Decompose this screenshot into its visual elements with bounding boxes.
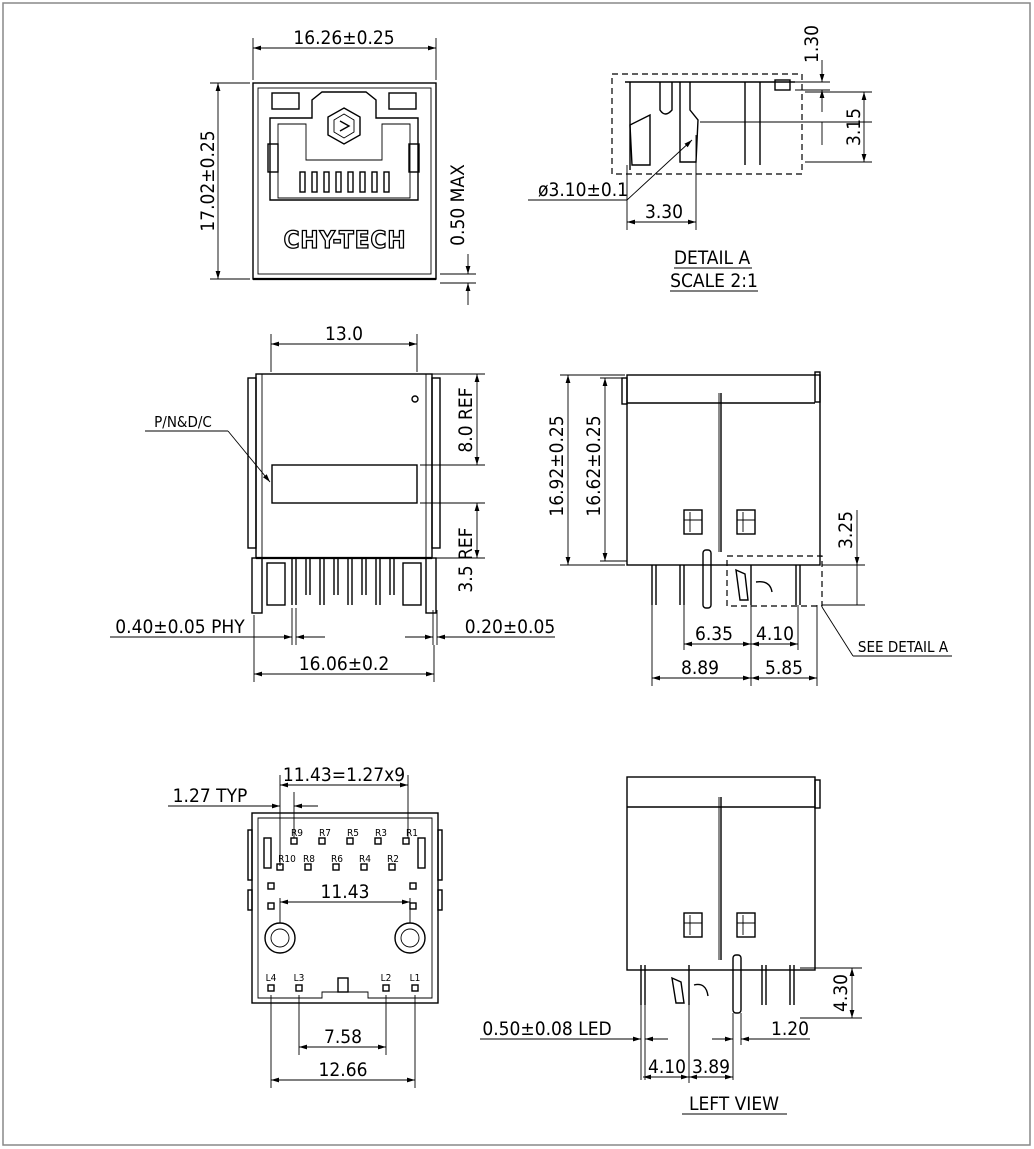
pin-label-r10: R10	[278, 854, 296, 865]
contact-fingers	[300, 172, 389, 192]
dim-top-width: 16.26±0.25	[293, 27, 395, 49]
dim-front-bottom: 16.06±0.2	[298, 653, 390, 675]
top-view	[197, 27, 476, 305]
dim-side-889: 8.89	[680, 657, 720, 679]
front-pins	[252, 558, 436, 613]
pin-label-r6: R6	[331, 854, 343, 865]
dim-left-120: 1.20	[770, 1018, 810, 1040]
dim-front-13: 13.0	[324, 323, 364, 345]
pin-label-l4: L4	[265, 973, 277, 984]
pin-label-r1: R1	[406, 828, 418, 839]
dim-phy: 0.40±0.05 PHY	[115, 616, 245, 638]
dim-led-pin: 0.50±0.08 LED	[482, 1018, 612, 1040]
dim-left-430: 4.30	[830, 973, 852, 1013]
dim-detail-diameter: ø3.10±0.1	[538, 179, 628, 201]
pcb-layout-view	[168, 764, 442, 1088]
left-view	[480, 777, 862, 1115]
see-detail-label: SEE DETAIL A	[857, 638, 949, 656]
detail-a-scale: SCALE 2:1	[670, 270, 758, 292]
dim-detail-330: 3.30	[644, 201, 684, 223]
pin-label-r3: R3	[375, 828, 387, 839]
dim-top-height: 17.02±0.25	[197, 130, 219, 232]
brand-logo: CHY-TECH	[283, 226, 407, 254]
pin-label-l3: L3	[293, 973, 305, 984]
dim-detail-130: 1.30	[801, 24, 823, 64]
left-view-title: LEFT VIEW	[688, 1093, 780, 1115]
dim-pitch-typ: 1.27 TYP	[172, 785, 248, 807]
pin-label-r2: R2	[387, 854, 399, 865]
pin-label-l2: L2	[380, 973, 392, 984]
sheet-border	[3, 3, 1030, 1145]
dim-left-410: 4.10	[647, 1056, 687, 1078]
detail-a-view	[528, 25, 872, 292]
side-view	[546, 372, 952, 686]
pin-label-l1: L1	[409, 973, 421, 984]
dim-side-410: 4.10	[755, 623, 795, 645]
dim-side-585: 5.85	[764, 657, 804, 679]
dim-max: 0.50 MAX	[447, 164, 469, 246]
dim-holes: 11.43	[320, 881, 370, 903]
dim-side-635: 6.35	[694, 623, 734, 645]
pin-label-r8: R8	[303, 854, 315, 865]
dim-pitch-total: 11.43=1.27x9	[282, 764, 406, 786]
dim-side-325: 3.25	[835, 510, 857, 550]
dim-detail-315: 3.15	[843, 107, 865, 147]
pin-label-r4: R4	[359, 854, 371, 865]
pin-label-r9: R9	[291, 828, 303, 839]
dim-pin-thickness: 0.20±0.05	[464, 616, 556, 638]
pin-label-r5: R5	[347, 828, 359, 839]
dim-led-1266: 12.66	[318, 1059, 368, 1081]
dim-side-1662: 16.62±0.25	[583, 415, 605, 517]
dim-left-389: 3.89	[691, 1056, 731, 1078]
label-pn-dc: P/N&D/C	[154, 413, 212, 431]
dim-side-1692: 16.92±0.25	[546, 415, 568, 517]
front-view	[110, 323, 555, 682]
pin-label-r7: R7	[319, 828, 331, 839]
dim-ref-8: 8.0 REF	[455, 387, 477, 453]
dim-led-758: 7.58	[323, 1026, 363, 1048]
detail-a-title: DETAIL A	[673, 247, 751, 269]
dim-ref-35: 3.5 REF	[455, 527, 477, 593]
